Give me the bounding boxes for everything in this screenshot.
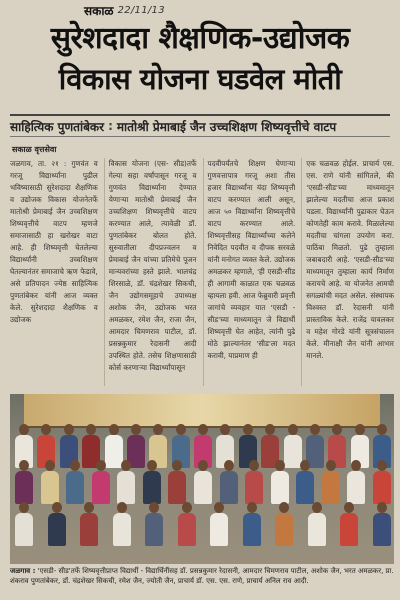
- subhead-right: मातोश्री प्रेमाबाई जैन उच्चशिक्षण शिष्यवृत्तीचे वाटप: [116, 119, 337, 134]
- photo-person: [47, 502, 65, 546]
- group-photo: [10, 394, 394, 564]
- article-body: [10, 158, 394, 386]
- subhead-left: साहित्यिक पुणतांबेकर: [10, 119, 105, 134]
- photo-person: [112, 502, 130, 546]
- headline-line-1: सुरेशदादा शैक्षणिक-उद्योजक: [50, 21, 350, 56]
- photo-row-front: [14, 502, 390, 546]
- photo-person: [270, 460, 288, 504]
- photo-person: [91, 460, 109, 504]
- headline-line-2: विकास योजना घडवेल मोती: [58, 62, 342, 96]
- photo-person: [79, 502, 97, 546]
- photo-person: [142, 460, 160, 504]
- caption-label: जळगाव :: [10, 567, 36, 575]
- publication-logo: सकाळ: [84, 4, 114, 18]
- subheadline: [10, 114, 390, 137]
- photo-person: [242, 502, 260, 546]
- photo-person: [14, 502, 32, 546]
- event-banner: [24, 394, 380, 428]
- photo-person: [40, 460, 58, 504]
- caption-text: 'एसडी- सीड'तर्फे शिष्यवृत्तीप्राप्त विद्यार्थी - विद्यार्थिनींसह डॉ. प्रसन्नकुमार रेदासनी, आमदार चिमणराव पाटील, अशोक जैन, भरत अमळकर, प्रा. शंकराव पुणतांबेकर, डॉ. चंद्रशेखर सिकची, रमेश जैन, ज्योती जैन, प्राचार्य डॉ. एस. एस. राणे, प्राचार्य अनिल राव आदी.: [10, 567, 394, 585]
- photo-person: [372, 502, 390, 546]
- subhead-separator: :: [108, 119, 113, 133]
- byline: सकाळ वृत्तसेवा: [12, 145, 57, 154]
- photo-person: [307, 502, 325, 546]
- photo-person: [14, 460, 32, 504]
- photo-person: [193, 460, 211, 504]
- photo-person: [209, 502, 227, 546]
- article-column-1: जळगाव, ता. २१ : गुणवंत व गरजू विद्यार्थ्यांना पुढील भविष्यासाठी सुरेशदादा शैक्षणिक व उद्योजक विकास योजनेतर्फे मातोश्री प्रेमाबाई जैन उच्चशिक्षण शिष्यवृत्तीचे वाटप म्हणजे समाजासाठी हा खरोखर वाटा आहे. ही शिष्यवृत्ती घेतलेल्या विद्यार्थ्यांनी उच्चशिक्षण घेतल्यानंतर समाजाचे ऋण फेडावे, असे प्रतिपादन ज्येष्ठ साहित्यिक पुणतांबेकर यांनी आज व्यक्त केले. सुरेशदादा शैक्षणिक व उद्योजक: [10, 159, 98, 324]
- photo-person: [244, 460, 262, 504]
- photo-row-middle: [14, 460, 390, 504]
- photo-person: [339, 502, 357, 546]
- photo-person: [321, 460, 339, 504]
- photo-person: [167, 460, 185, 504]
- photo-person: [372, 460, 390, 504]
- photo-caption: [10, 566, 394, 586]
- photo-person: [274, 502, 292, 546]
- article-column-3: पदवीपर्यंतचे शिक्षण घेणाऱ्या गुणवत्तापात्र गरजू अशा तीस हजार विद्यार्थ्यांना यंदा शिष्यवृत्ती वाटप करण्यात आली असून, आज ५० विद्यार्थ्यांना शिष्यवृत्तीचे वाटप करण्यात आले. शिष्यवृत्तीसह विद्यार्थ्यांच्या कलेने निवेदित पदवीत व दीपक सरवळे यांनी मनोगत व्यक्त केले. उद्योजक अमळकर म्हणाले, 'ही एसडी-सीड ही आगामी काळात एक चळवळ व्हायला हवी. आज फेब्रुवारी प्रवृत्ती जागांचे व्यवहार यात 'एसडी - सीड'च्या माध्यमातून जे विद्यार्थी शिष्यवृत्ती घेत आहेत, त्यांनी पुढे मोठे झाल्यानंतर 'सीड'ला मदत करावी, याप्रमाण ही: [203, 158, 296, 386]
- photo-person: [177, 502, 195, 546]
- article-column-2: विकास योजना (एस- सीड)तर्फे गेल्या सहा वर्षांपासून गरजू व गुणवंत विद्यार्थ्यांना देण्यात येणाऱ्या मातोश्री प्रेमाबाई जैन उच्चशिक्षण शिष्यवृत्तीचे वाटप करण्यात आले, त्यावेळी डॉ. पुणतांबेकर बोलत होते. सुरुवातीला दीपप्रज्वलन व प्रेमाबाई जैन यांच्या प्रतिमेचे पूजन मान्यवरांच्या हस्ते झाले. भालचंद्र शिरसाळे, डॉ. चंद्रशेखर सिकची, जैन उद्योगसमूहाचे उपाध्यक्ष अशोक जैन, उद्योजक भरत अमळकर, रमेश जैन, राजा जैन, आमदार चिमणराव पाटील, डॉ. प्रसन्नकुमार रेदासनी आदी उपस्थित होते. तसेच शिक्षणासाठी कोर्स करणाऱ्या विद्यार्थ्यांपासून: [104, 158, 197, 386]
- photo-person: [144, 502, 162, 546]
- photo-person: [65, 460, 83, 504]
- photo-person: [219, 460, 237, 504]
- publication-date: 22/11/13: [117, 5, 165, 16]
- photo-person: [346, 460, 364, 504]
- photo-person: [116, 460, 134, 504]
- article-column-4: एक चळवळ होईल. प्राचार्य एस. एस. राणे यांनी सांगितले, की 'एसडी-सीड'च्या माध्यमातून झालेल्या मदतीचा आज प्रकाश पडला. विद्यार्थ्यांनी पुढाकार घेऊन कोणतेही काम करावे. मिळालेल्या मदतीचा चांगला उपयोग करा. पाठिंबा मिळतो. पुढे तुम्हाला जबाबदारी आहे. 'एसडी-सीड'च्या माध्यमातून तुम्हाला कार्य निर्माण करायचे आहे. या योजनेत आमची सगळ्यांची मदत असेल. संस्थापक विश्वस्त डॉ. रेदासनी यांनी प्रास्ताविक केले. राजेंद्र यावलकर व महेश गोरडे यांनी सूत्रसंचालन केले. मीनाक्षी जैन यांनी आभार मानले.: [301, 158, 394, 386]
- masthead: [84, 2, 165, 19]
- photo-person: [295, 460, 313, 504]
